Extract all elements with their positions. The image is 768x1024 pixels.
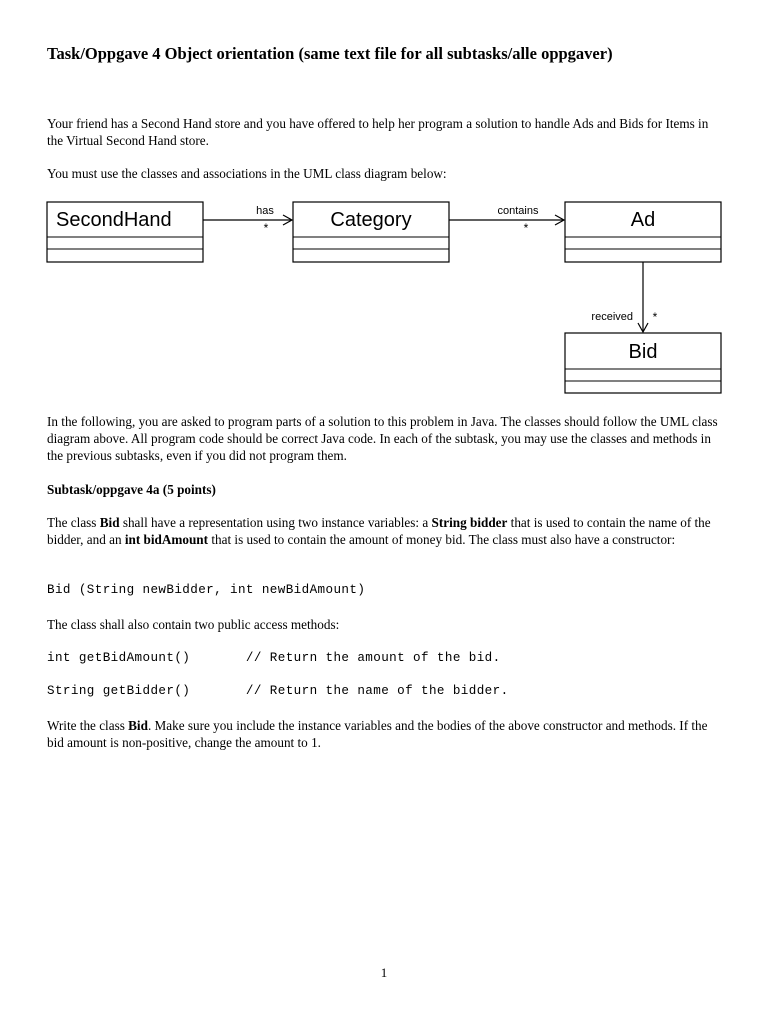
class-category-name: Category <box>330 209 412 231</box>
diagram-intro-paragraph: You must use the classes and associations in the UML class diagram below: <box>47 166 447 181</box>
class-bid-name: Bid <box>628 341 658 363</box>
intro-paragraph: Your friend has a Second Hand store and you have offered to help her program a solution to handle Ads and Bids for Items in the Virtual Second Hand store. <box>47 116 709 148</box>
subtask-description: The class Bid shall have a representation using two instance variables: a String bidder that is used to contain the name of the bidder, and an int bidAmount that is used to contain the amount of money bid. The class must also have a constructor: <box>47 515 711 547</box>
subtask-heading: Subtask/oppgave 4a (5 points) <box>47 482 216 497</box>
uml-class-diagram <box>0 0 768 420</box>
association-contains-label: contains <box>497 205 539 217</box>
method-get-bidder: String getBidder() // Return the name of the bidder. <box>47 684 509 698</box>
method-get-bid-amount: int getBidAmount() // Return the amount of the bid. <box>47 651 501 665</box>
class-bid <box>565 333 721 393</box>
constructor-signature: Bid (String newBidder, int newBidAmount) <box>47 583 366 597</box>
methods-intro: The class shall also contain two public access methods: <box>47 617 340 632</box>
class-secondhand <box>47 202 203 262</box>
association-has-label: has <box>256 205 274 217</box>
association-received-multiplicity: * <box>652 310 658 324</box>
association-contains <box>449 205 564 235</box>
association-received-label: received <box>591 311 633 323</box>
association-has <box>203 205 292 235</box>
class-ad-name: Ad <box>630 209 656 231</box>
association-has-multiplicity: * <box>263 221 269 235</box>
page-number: 1 <box>380 965 388 980</box>
association-received <box>591 262 657 332</box>
association-contains-multiplicity: * <box>523 221 529 235</box>
task-title: Task/Oppgave 4 Object orientation (same text file for all subtasks/alle oppgaver) <box>47 44 613 63</box>
class-ad <box>565 202 721 262</box>
instructions-paragraph: In the following, you are asked to program parts of a solution to this problem in Java. The classes should follow the UML class diagram above. All program code should be correct Java code. In each of the subtask, you may use the classes and methods in the previous subtasks, even if you did not program them. <box>47 414 718 463</box>
class-secondhand-name: SecondHand <box>56 209 172 231</box>
write-class-instructions: Write the class Bid. Make sure you include the instance variables and the bodies of the above constructor and methods. If the bid amount is non-positive, change the amount to 1. <box>47 718 708 750</box>
class-category <box>293 202 449 262</box>
